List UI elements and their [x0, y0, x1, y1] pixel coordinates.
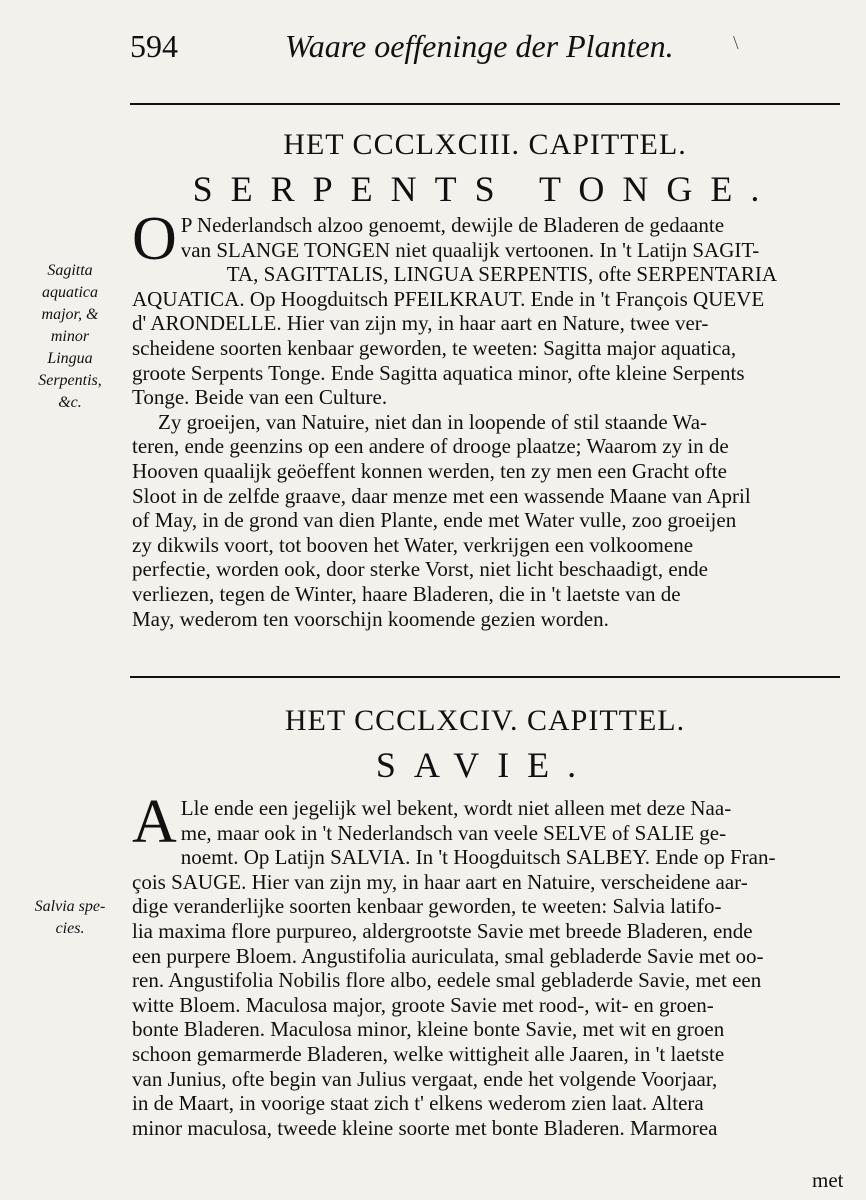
text-line: Zy groeijen, van Natuire, niet dan in loopende of stil staande Wa- — [158, 409, 708, 434]
margin-note-line: Serpentis, — [38, 372, 102, 389]
text-line: in de Maart, in voorige staat zich t' elkens wederom zien laat. Altera — [132, 1091, 704, 1116]
margin-note-line: Salvia spe- — [34, 898, 106, 915]
text-line: May, wederom ten voorschijn koomende gezien worden. — [132, 606, 609, 631]
text-line: van SLANGE TONGEN niet quaalijk vertoonen. In 't Latijn SAGIT- — [180, 237, 760, 262]
chapter-body — [132, 205, 850, 631]
text-line: bonte Bladeren. Maculosa minor, kleine bonte Savie, met wit en groen — [132, 1017, 725, 1042]
header-rule — [130, 103, 840, 105]
chapter-heading: HET CCCLXCIII. CAPITTEL. — [283, 128, 687, 161]
drop-cap: O — [132, 205, 177, 273]
text-line: lia maxima flore purpureo, aldergrootste Savie met breede Bladeren, ende — [132, 918, 753, 943]
text-line: Hooven quaalijk geöeffent konnen werden, ten zy men een Gracht ofte — [132, 458, 727, 483]
chapter-heading: HET CCCLXCIV. CAPITTEL. — [284, 704, 686, 737]
text-line: Sloot in de zelfde graave, daar menze met een wassende Maane van April — [132, 483, 751, 508]
text-line: zy dikwils voort, tot booven het Water, verkrijgen een volkoomene — [132, 532, 694, 557]
page-header — [130, 22, 840, 72]
section-rule — [130, 676, 840, 678]
text-line: TA, SAGITTALIS, LINGUA SERPENTIS, ofte SERPENTARIA — [226, 262, 778, 287]
text-line: çois SAUGE. Hier van zijn my, in haar aart en Natuire, verscheidene aar- — [132, 869, 748, 894]
text-line: perfectie, worden ook, door sterke Vorst, niet licht beschaadigt, ende — [132, 557, 708, 582]
text-line: groote Serpents Tonge. Ende Sagitta aquatica minor, ofte kleine Serpents — [132, 360, 745, 385]
catchword: met — [812, 1168, 844, 1192]
running-title: Waare oeffeninge der Planten. — [285, 28, 674, 64]
margin-note — [20, 896, 120, 940]
margin-note-line: minor — [50, 328, 90, 345]
margin-note-line: aquatica — [42, 284, 98, 301]
chapter-title: SAVIE. — [375, 745, 595, 785]
page-number: 594 — [130, 28, 178, 64]
text-line: van Junius, ofte begin van Julius vergaat, ende het volgende Voorjaar, — [132, 1066, 718, 1091]
text-line: verliezen, tegen de Winter, haare Bladeren, die in 't laetste van de — [132, 581, 681, 606]
text-line: Lle ende een jegelijk wel bekent, wordt niet alleen met deze Naa- — [180, 796, 732, 820]
margin-note-line: major, & — [41, 306, 99, 323]
text-line: minor maculosa, tweede kleine soorte met bonte Bladeren. Marmorea — [132, 1115, 718, 1140]
text-line: d' ARONDELLE. Hier van zijn my, in haar aart en Nature, twee ver- — [132, 311, 709, 336]
text-line: of May, in de grond van dien Plante, ende met Water vulle, zoo groeijen — [132, 508, 737, 533]
text-line: teren, ende geenzins op een andere of drooge plaatze; Waarom zy in de — [132, 434, 729, 459]
text-line: schoon gemarmerde Bladeren, welke wittigheit alle Jaaren, in 't laetste — [132, 1041, 725, 1066]
text-line: P Nederlandsch alzoo genoemt, dewijle de Bladeren de gedaante — [180, 213, 725, 237]
text-line: Tonge. Beide van een Culture. — [132, 385, 388, 410]
margin-note-line: cies. — [55, 920, 85, 937]
margin-note-line: Lingua — [47, 350, 93, 367]
corner-mark: \ — [733, 32, 739, 54]
text-line: dige veranderlijke soorten kenbaar geworden, te weeten: Salvia latifo- — [132, 894, 722, 919]
drop-cap: A — [132, 788, 177, 856]
text-line: witte Bloem. Maculosa major, groote Savie met rood-, wit- en groen- — [132, 992, 714, 1017]
chapter-body — [132, 788, 850, 1140]
text-line: noemt. Op Latijn SALVIA. In 't Hoogduitsch SALBEY. Ende op Fran- — [180, 845, 776, 870]
margin-note-line: Sagitta — [47, 262, 93, 279]
chapter-title: SERPENTS TONGE. — [192, 169, 778, 209]
text-line: ren. Angustifolia Nobilis flore albo, eedele smal gebladerde Savie, met een — [132, 968, 762, 993]
margin-note — [20, 260, 120, 414]
text-line: AQUATICA. Op Hoogduitsch PFEILKRAUT. Ende in 't François QUEVE — [132, 286, 765, 311]
text-line: een purpere Bloem. Angustifolia auriculata, smal gebladerde Savie met oo- — [132, 943, 764, 968]
text-line: me, maar ook in 't Nederlandsch van veele SELVE of SALIE ge- — [180, 820, 727, 845]
margin-note-line: &c. — [58, 394, 82, 411]
text-line: scheidene soorten kenbaar geworden, te weeten: Sagitta major aquatica, — [132, 335, 737, 360]
